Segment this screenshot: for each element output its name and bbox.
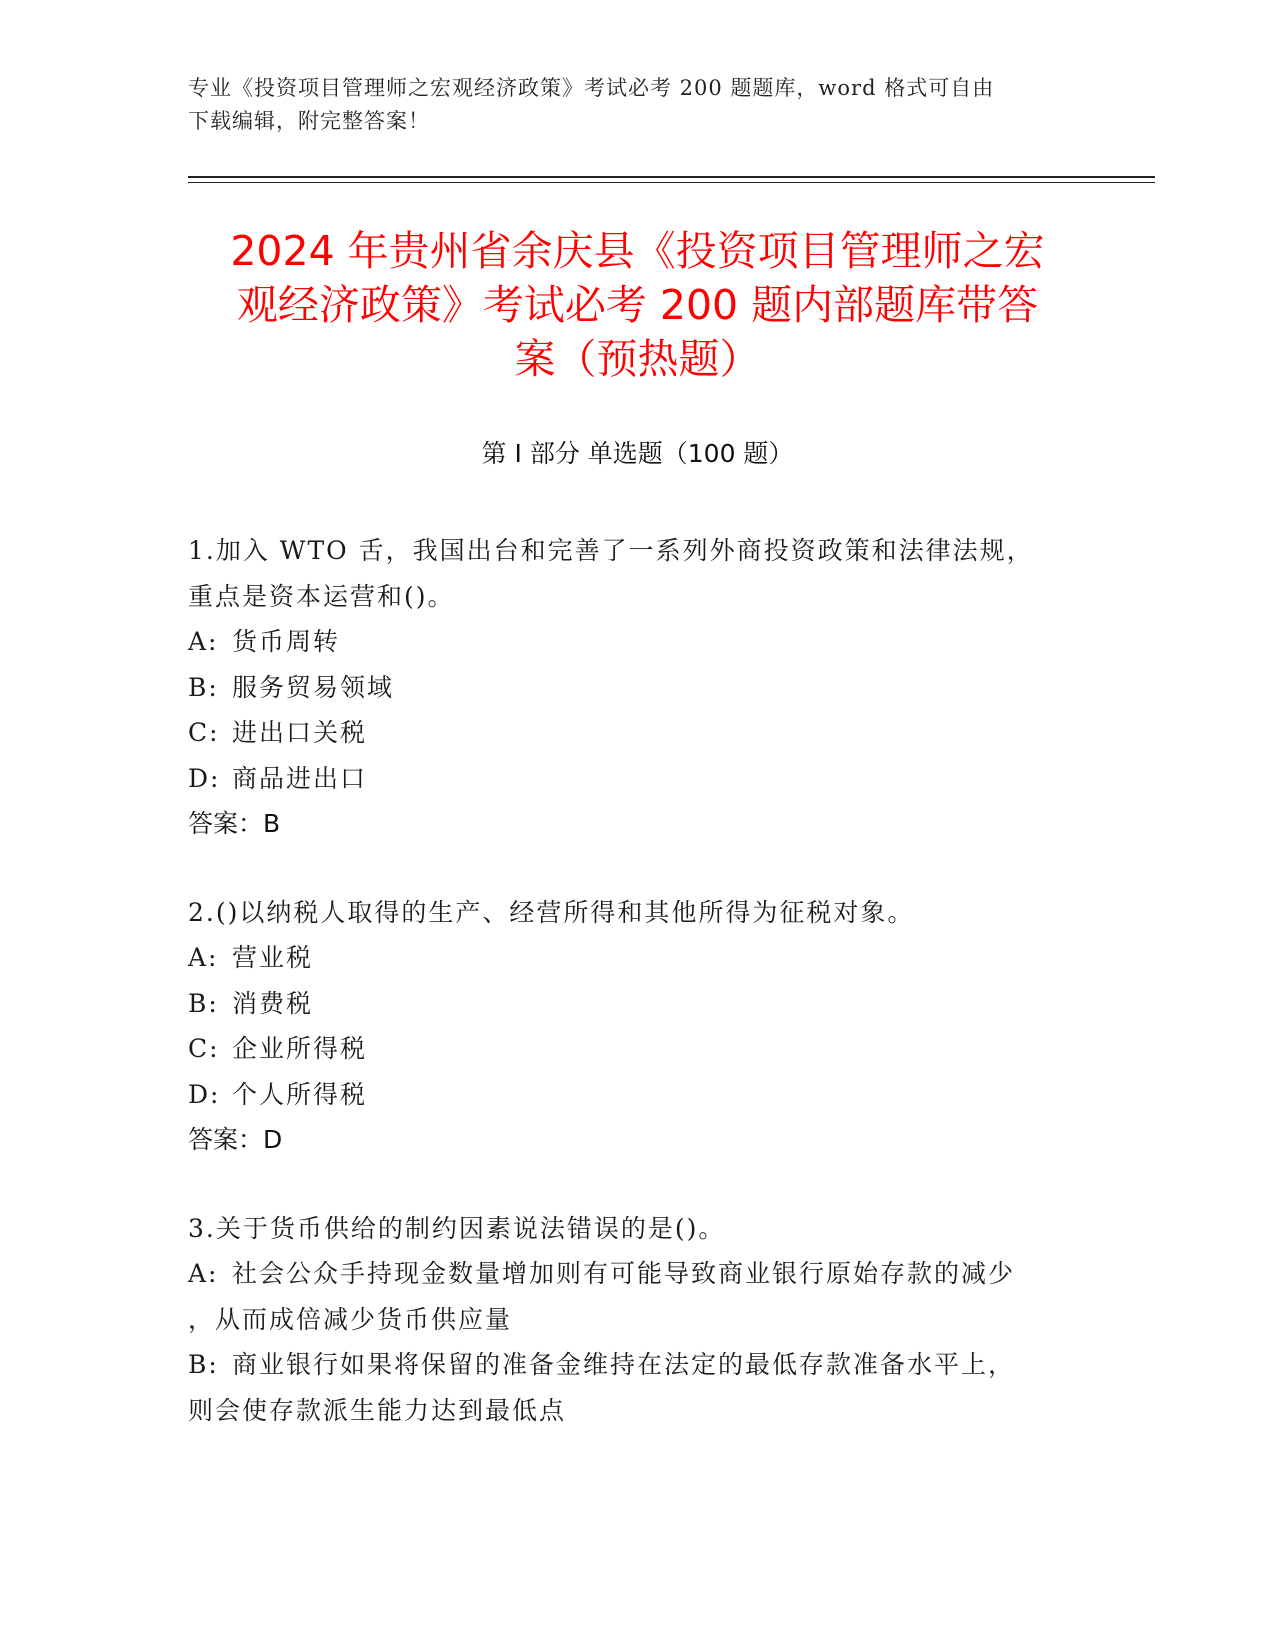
option-b — [188, 665, 1088, 711]
question-2 — [188, 890, 1088, 1163]
option-a-continued: ，从而成倍减少货币供应量 — [188, 1304, 513, 1334]
question-stem-continued: 重点是资本运营和()。 — [188, 581, 455, 611]
option-b — [188, 1342, 1088, 1388]
option-a — [188, 619, 1088, 665]
header-note-line-1: 专业《投资项目管理师之宏观经济政策》考试必考 200 题题库，word 格式可自由 — [188, 76, 995, 100]
section-title: 第 I 部分 单选题（100 题） — [481, 439, 794, 468]
option-c — [188, 1026, 1088, 1072]
question-list — [188, 528, 1088, 1476]
option-text: 货币周转 — [232, 627, 341, 656]
option-c — [188, 710, 1088, 756]
option-letter: B: — [188, 1350, 219, 1379]
option-d — [188, 1072, 1088, 1118]
header-note-line-2: 下载编辑，附完整答案！ — [188, 109, 430, 133]
question-1 — [188, 528, 1088, 847]
option-b-continued: 则会使存款派生能力达到最低点 — [188, 1395, 567, 1425]
question-stem: 3.关于货币供给的制约因素说法错误的是()。 — [188, 1213, 726, 1243]
option-letter: D: — [188, 1079, 221, 1109]
answer: 答案：B — [188, 809, 281, 838]
option-letter: A: — [188, 943, 219, 972]
title-line-1: 2024 年贵州省余庆县《投资项目管理师之宏 — [230, 227, 1045, 275]
option-text: 消费税 — [232, 988, 314, 1018]
option-text: 营业税 — [232, 943, 314, 972]
header-divider-thick — [188, 176, 1155, 178]
option-b — [188, 981, 1088, 1027]
header-divider-thin — [188, 182, 1155, 183]
header-note — [188, 72, 1088, 138]
question-3 — [188, 1206, 1088, 1434]
title-line-2: 观经济政策》考试必考 200 题内部题库带答 — [236, 281, 1039, 329]
option-letter: D: — [188, 763, 221, 793]
option-text: 个人所得税 — [232, 1079, 368, 1109]
option-letter: A: — [188, 627, 219, 656]
question-stem: 2.()以纳税人取得的生产、经营所得和其他所得为征税对象。 — [188, 897, 915, 927]
option-text: 商业银行如果将保留的准备金维持在法定的最低存款准备水平上， — [232, 1350, 1016, 1379]
question-stem: 1.加入 WTO 舌，我国出台和完善了一系列外商投资政策和法律法规， — [188, 536, 1034, 565]
option-text: 社会公众手持现金数量增加则有可能导致商业银行原始存款的减少 — [232, 1259, 1016, 1288]
option-letter: B: — [188, 672, 219, 702]
document-title — [160, 224, 1115, 386]
option-letter: C: — [188, 718, 220, 747]
option-letter: C: — [188, 1034, 220, 1063]
title-line-3: 案（预热题） — [514, 335, 761, 383]
option-text: 企业所得税 — [232, 1034, 368, 1063]
option-a — [188, 935, 1088, 981]
option-text: 服务贸易领域 — [232, 672, 395, 702]
option-letter: A: — [188, 1259, 219, 1288]
option-text: 进出口关税 — [232, 718, 368, 747]
answer: 答案：D — [188, 1125, 283, 1154]
option-a — [188, 1251, 1088, 1297]
option-text: 商品进出口 — [232, 763, 368, 793]
option-letter: B: — [188, 988, 219, 1018]
option-d — [188, 756, 1088, 802]
